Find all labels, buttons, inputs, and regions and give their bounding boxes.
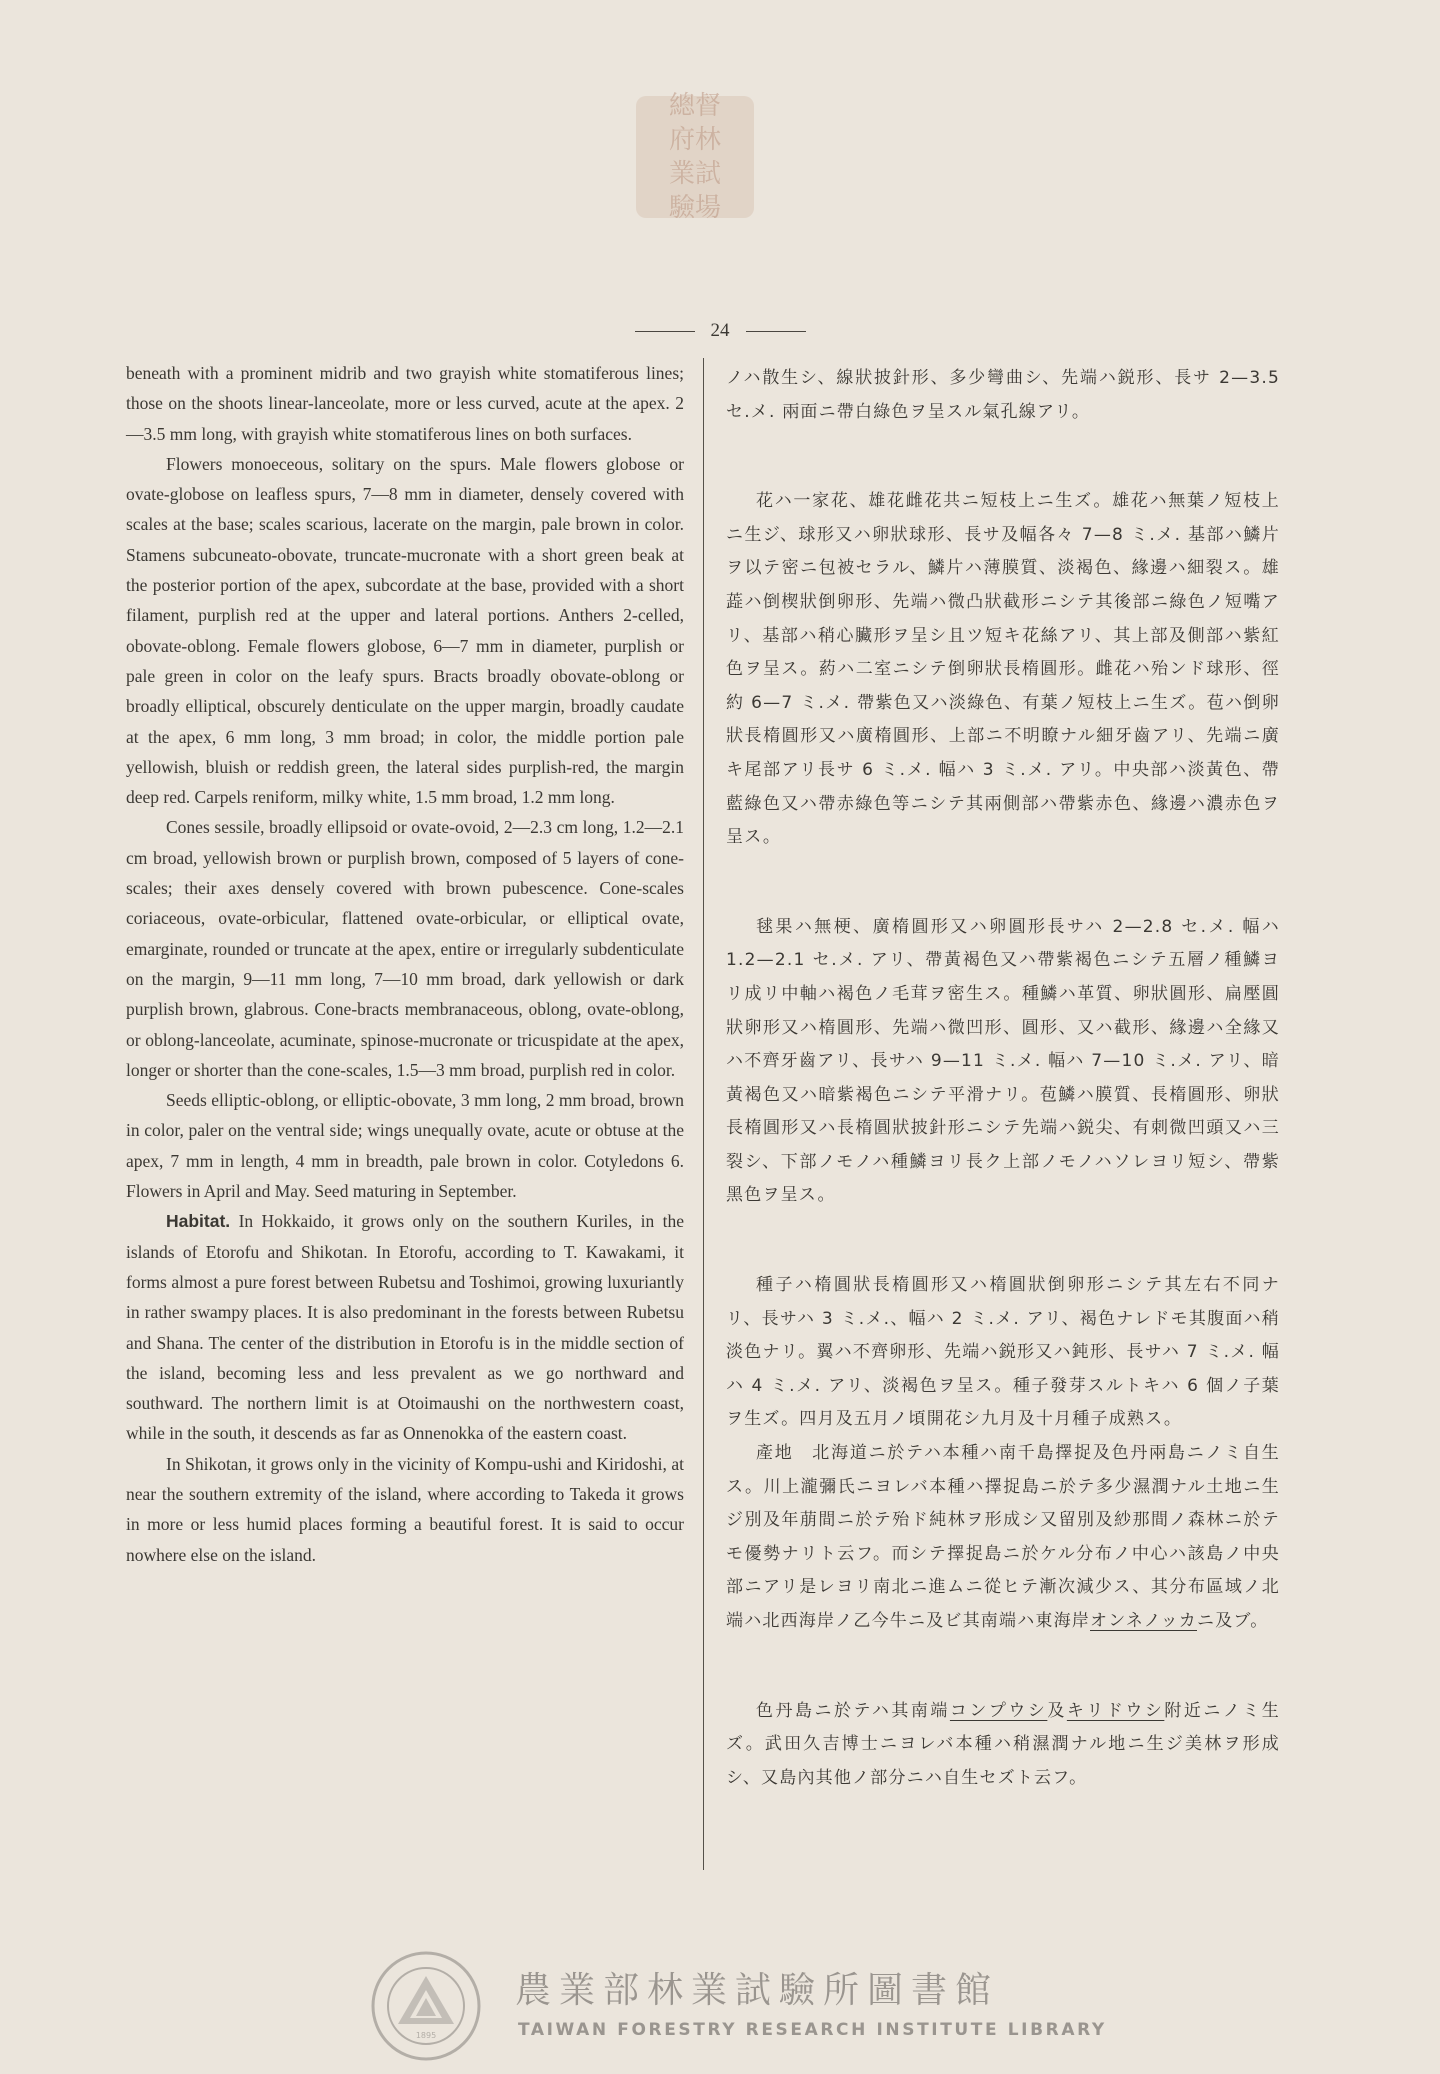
habitat-label: Habitat. [166, 1211, 231, 1232]
english-paragraph-leaves: beneath with a prominent midrib and two grayish white stomatiferous lines; those on the shoots linear-lanceolate, more or less curved, acute at the apex. 2—3.5 mm long, with grayish white stomatiferous lines on both surfaces. [126, 363, 684, 444]
seal-year: 1895 [415, 2031, 437, 2040]
japanese-paragraph-habitat [726, 1437, 1280, 1639]
shikotan-jp-end: 附近ニノミ生ズ。武田久吉博士ニヨレバ本種ハ稍濕潤ナル地ニ生ジ美林ヲ形成シ、又島內其他ノ部分ニハ自生セズト云フ。 [726, 1700, 1281, 1788]
stamp-text: 總督府林業試驗場 [668, 91, 721, 223]
japanese-column [726, 362, 1280, 1795]
japanese-paragraph-shikotan [726, 1695, 1280, 1796]
library-seal-icon [370, 1950, 482, 2062]
page-number-header [0, 320, 1440, 342]
page-number-rule-right [746, 331, 806, 332]
habitat-jp-text: 產地 北海道ニ於テハ本種ハ南千島擇捉及色丹兩島ニノミ自生ス。川上瀧彌氏ニヨレバ本種ハ擇捉島ニ於テ多少濕潤ナル土地ニ生ジ別及年萠間ニ於テ殆ド純林ヲ形成シ又留別及紗那間ノ森林ニ於テモ優勢ナリト云フ。而シテ擇捉島ニ於ケル分布ノ中心ハ該島ノ中央部ニアリ是レヨリ南北ニ進ムニ從ヒテ漸次減少ス、其分布區域ノ北端ハ北西海岸ノ乙今牛ニ及ビ其南端ハ東海岸 [726, 1443, 1280, 1631]
japanese-paragraph-seeds: 種子ハ楕圓狀長楕圓形又ハ楕圓狀倒卵形ニシテ其左右不同ナリ、長サハ 3 ミ.メ.、幅ハ 2 ミ.メ. アリ、褐色ナレドモ其腹面ハ稍淡色ナリ。翼ハ不齊卵形、先端ハ鋭形又ハ鈍形、長サハ 7 ミ.メ. 幅ハ 4 ミ.メ. アリ、淡褐色ヲ呈ス。種子發芽スルトキハ 6 個ノ子葉ヲ生ズ。四月及五月ノ頃開花シ九月及十月種子成熟ス。 [726, 1275, 1280, 1430]
library-name-chinese: 農業部林業試驗所圖書館 [515, 1970, 1000, 2011]
place-onnenokka: オンネノッカ [1090, 1611, 1197, 1631]
english-paragraph-habitat [126, 1206, 684, 1448]
column-divider [703, 358, 704, 1870]
english-column [126, 358, 684, 1570]
page-number: 24 [710, 320, 730, 341]
ownership-stamp [636, 91, 754, 223]
japanese-paragraph-flowers: 花ハ一家花、雄花雌花共ニ短枝上ニ生ズ。雄花ハ無葉ノ短枝上ニ生ジ、球形又ハ卵狀球形、長サ及幅各々 7—8 ミ.メ. 基部ハ鱗片ヲ以テ密ニ包被セラル、鱗片ハ薄膜質、淡褐色、緣邊ハ細裂ス。雄蕋ハ倒楔狀倒卵形、先端ハ微凸狀截形ニシテ其後部ニ綠色ノ短嘴アリ、基部ハ稍心臟形ヲ呈シ且ツ短キ花絲アリ、其上部及側部ハ紫紅色ヲ呈ス。葯ハ二室ニシテ倒卵狀長楕圓形。雌花ハ殆ンド球形、徑約 6—7 ミ.メ. 帶紫色又ハ淡綠色、有葉ノ短枝上ニ生ズ。苞ハ倒卵狀長楕圓形又ハ廣楕圓形、上部ニ不明瞭ナル細牙齒アリ、先端ニ廣キ尾部アリ長サ 6 ミ.メ. 幅ハ 3 ミ.メ. アリ。中央部ハ淡黃色、帶藍綠色又ハ帶赤綠色等ニシテ其兩側部ハ帶紫赤色、緣邊ハ濃赤色ヲ呈ス。 [726, 491, 1280, 848]
english-paragraph-flowers: Flowers monoeceous, solitary on the spurs. Male flowers globose or ovate-globose on leafless spurs, 7—8 mm in diameter, densely covered with scales at the base; scales scarious, lacerate on the margin, pale brown in color. Stamens subcuneato-obovate, truncate-mucronate with a short green beak at the posterior portion of the apex, subcordate at the base, provided with a short filament, purplish red at the upper and lateral portions. Anthers 2-celled, obovate-oblong. Female flowers globose, 6—7 mm in diameter, purplish or pale green in color on the leafy spurs. Bracts broadly obovate-oblong or broadly elliptical, obscurely denticulate on the upper margin, broadly caudate at the apex, 6 mm long, 3 mm broad; in color, the middle portion pale yellowish, bluish or reddish green, the lateral sides purplish-red, the margin deep red. Carpels reniform, milky white, 1.5 mm broad, 1.2 mm long. [126, 453, 684, 808]
habitat-jp-end: ニ及ブ。 [1197, 1611, 1269, 1631]
japanese-paragraph-leaves: ノハ散生シ、線狀披針形、多少彎曲シ、先端ハ鋭形、長サ 2—3.5 セ.メ. 兩面ニ帶白綠色ヲ呈スル氣孔線アリ。 [726, 368, 1280, 422]
page-number-rule-left [635, 331, 695, 332]
english-paragraph-cones: Cones sessile, broadly ellipsoid or ovate-ovoid, 2—2.3 cm long, 1.2—2.1 cm broad, yellowish brown or purplish brown, composed of 5 layers of cone-scales; their axes densely covered with brown pubescence. Cone-scales coriaceous, ovate-orbicular, flattened ovate-orbicular, or elliptical ovate, emarginate, rounded or truncate at the apex, entire or irregularly subdenticulate on the margin, 9—11 mm long, 7—10 mm broad, dark yellowish or dark purplish brown, glabrous. Cone-bracts membranaceous, oblong, ovate-oblong, or oblong-lanceolate, acuminate, spinose-mucronate or tricuspidate at the apex, longer or shorter than the cone-scales, 1.5—3 mm broad, purplish red in color. [126, 817, 684, 1080]
place-kompu-ushi: コンプウシ [949, 1700, 1048, 1721]
place-kiridoshi: キリドウシ [1066, 1700, 1165, 1721]
english-paragraph-seeds: Seeds elliptic-oblong, or elliptic-obovate, 3 mm long, 2 mm broad, brown in color, paler on the ventral side; wings unequally ovate, acute or obtuse at the apex, 7 mm in length, 4 mm in breadth, pale brown in color. Cotyledons 6. Flowers in April and May. Seed maturing in September. [126, 1090, 684, 1202]
english-paragraph-shikotan: In Shikotan, it grows only in the vicinity of Kompu-ushi and Kiridoshi, at near the southern extremity of the island, where according to Takeda it grows in more or less humid places forming a beautiful forest. It is said to occur nowhere else on the island. [126, 1453, 684, 1565]
japanese-paragraph-cones: 毬果ハ無梗、廣楕圓形又ハ卵圓形長サハ 2—2.8 セ.メ. 幅ハ 1.2—2.1 セ.メ. アリ、帶黃褐色又ハ帶紫褐色ニシテ五層ノ種鱗ヨリ成リ中軸ハ褐色ノ毛茸ヲ密生ス。種鱗ハ革質、卵狀圓形、扁壓圓狀卵形又ハ楕圓形、先端ハ微凹形、圓形、又ハ截形、緣邊ハ全緣又ハ不齊牙齒アリ、長サハ 9—11 ミ.メ. 幅ハ 7—10 ミ.メ. アリ、暗黃褐色又ハ暗紫褐色ニシテ平滑ナリ。苞鱗ハ膜質、長楕圓形、卵狀長楕圓形又ハ長楕圓狀披針形ニシテ先端ハ鋭尖、有刺微凹頭又ハ三裂シ、下部ノモノハ種鱗ヨリ長ク上部ノモノハソレヨリ短シ、帶紫黑色ヲ呈ス。 [726, 916, 1280, 1206]
habitat-text: In Hokkaido, it grows only on the southern Kuriles, in the islands of Etorofu and Shikotan. In Etorofu, according to T. Kawakami, it forms almost a pure forest between Rubetsu and Toshimoi, growing luxuriantly in rather swampy places. It is also predominant in the forests between Rubetsu and Shana. The center of the distribution in Etorofu is in the middle section of the island, becoming less and less prevalent as we go northward and southward. The northern limit is at Otoimaushi on the northwestern coast, while in the south, it descends as far as Onnenokka of the eastern coast. [126, 1211, 684, 1444]
library-name-english: TAIWAN FORESTRY RESEARCH INSTITUTE LIBRARY [518, 2020, 1107, 2040]
shikotan-jp-start: 色丹島ニ於テハ其南端 [756, 1700, 950, 1721]
shikotan-jp-and: 及 [1047, 1700, 1067, 1721]
